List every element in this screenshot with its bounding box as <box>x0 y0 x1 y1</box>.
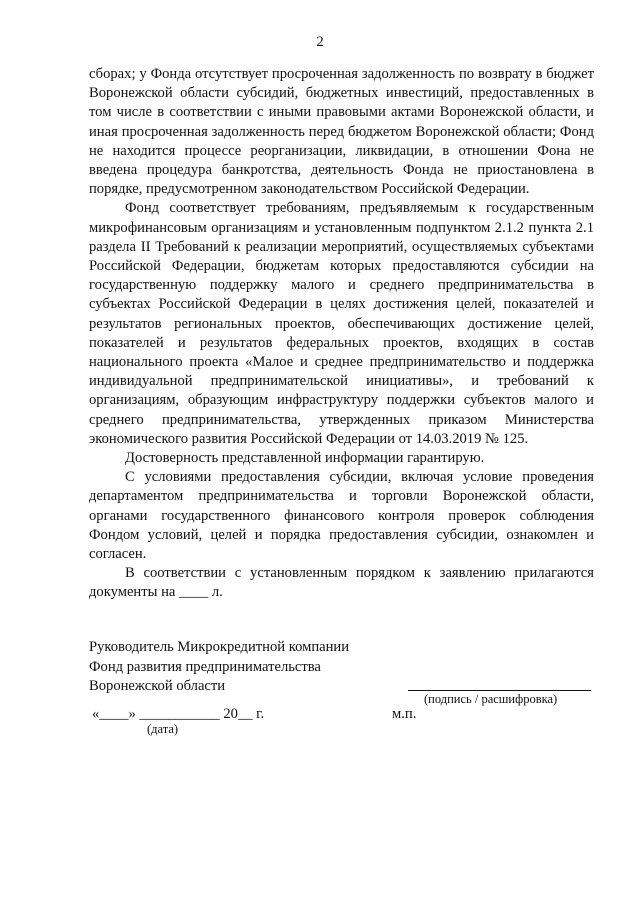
signature-caption: (подпись / расшифровка) <box>424 692 558 706</box>
paragraph-5: В соответствии с установленным порядком к заявлению прилагаются документы на ____ л. <box>89 565 594 601</box>
paragraph-1: сборах; у Фонда отсутствует просроченная задолженность по возврату в бюджет Воронежской области субсидий, бюджетных инвестиций, предоставленных в том числе в соответствии с иными правовыми актами Воронежской области, и иная просроченная задолженность перед бюджетом Воронежской области; Фонд не находится процессе реорганизации, ликвидации, в отношении Фона не введена процедура банкротства, деятельность Фонда не приостановлена в порядке, предусмотренном законодательством Российской Федерации. <box>89 66 594 198</box>
signature-line <box>408 690 591 691</box>
paragraph-4: С условиями предоставления субсидии, включая условие проведения департаментом предпринимательства и торговли Воронежской области, органами государственного финансового контроля проверок соблюдения Фондом условий, целей и порядка предоставления субсидии, ознакомлен и согласен. <box>89 469 594 563</box>
signatory-block <box>89 638 349 697</box>
paragraph-2: Фонд соответствует требованиям, предъявляемым к государственным микрофинансовым организациям и установленным подпунктом 2.1.2 пункта 2.1 раздела II Требований к реализации мероприятий, осуществляемых субъектами Российской Федерации, бюджетам которых предоставляются субсидии на государственную поддержку малого и среднего предпринимательства в субъектах Российской Федерации в целях достижения целей, показателей и результатов региональных проектов, обеспечивающих достижение целей, показателей и результатов федеральных проектов, входящих в состав национального проекта «Малое и среднее предпринимательство и поддержка индивидуальной предпринимательской инициативы», и требований к организациям, образующим инфраструктуру поддержки субъектов малого и среднего предпринимательства, утвержденных приказом Министерства экономического развития Российской Федерации от 14.03.2019 № 125. <box>89 200 594 447</box>
signatory-position: Руководитель Микрокредитной компании <box>89 639 350 655</box>
signatory-organization: Фонд развития предпринимательства <box>89 658 321 675</box>
stamp-placeholder: м.п. <box>392 706 417 722</box>
date-field: «____» ___________ 20__ г. <box>92 706 265 722</box>
signatory-region: Воронежской области <box>89 678 226 694</box>
document-body <box>89 65 594 603</box>
paragraph-3: Достоверность представленной информации гарантирую. <box>125 450 485 467</box>
page-number: 2 <box>316 34 324 50</box>
date-caption: (дата) <box>147 722 179 736</box>
